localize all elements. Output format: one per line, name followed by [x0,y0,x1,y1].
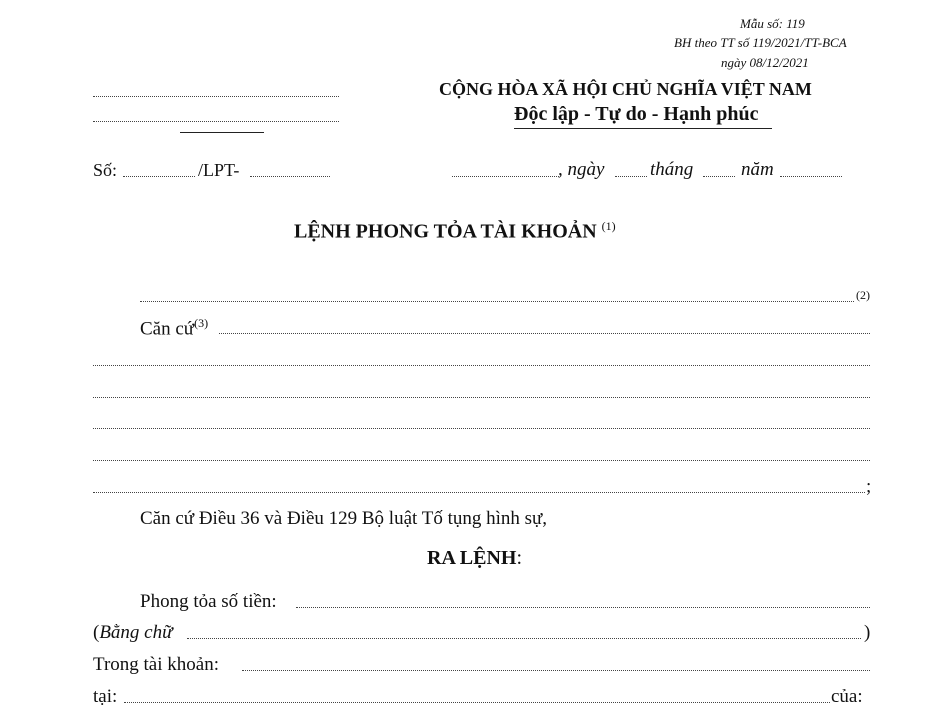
can-cu-line-2[interactable] [93,365,870,366]
can-cu-field[interactable] [219,333,870,334]
motto-underline [514,128,772,129]
nam-label: năm [741,159,774,180]
lpt-field[interactable] [250,176,330,177]
title-note: (1) [601,219,616,233]
form-number: Mẫu số: 119 [740,16,805,31]
in-words-label: (Bằng chữ [93,622,173,643]
order-heading: RA LỆNH: [427,547,523,569]
country-name: CỘNG HÒA XÃ HỘI CHỦ NGHĨA VIỆT NAM [439,79,812,99]
can-cu-line-3[interactable] [93,397,870,398]
legal-basis: Căn cứ Điều 36 và Điều 129 Bộ luật Tố tụng hình sự, [140,508,548,529]
semicolon: ; [866,476,872,497]
form-date: ngày 08/12/2021 [721,55,809,70]
form-circular: BH theo TT số 119/2021/TT-BCA [674,35,847,50]
account-field[interactable] [242,670,870,671]
can-cu-line-4[interactable] [93,428,870,429]
ngay-label: , ngày [558,159,605,180]
month-field[interactable] [703,176,735,177]
at-label: tại: [93,686,118,707]
document-title [294,219,616,244]
can-cu-line-5[interactable] [93,460,870,461]
agency-underline [180,132,264,133]
can-cu-line-6[interactable] [93,492,865,493]
agency-line-1[interactable] [93,96,339,97]
so-field[interactable] [123,176,195,177]
day-field[interactable] [615,176,647,177]
year-field[interactable] [780,176,842,177]
can-cu-label: Căn cứ$^{(3)}$ [140,316,209,340]
in-words-field[interactable] [187,638,861,639]
at-field[interactable] [124,702,830,703]
freeze-amount-field[interactable] [296,607,870,608]
lpt-label: /LPT- [198,160,240,180]
note-2: (2) [856,288,870,302]
title-text: LỆNH PHONG TỎA TÀI KHOẢN [294,220,597,243]
agency-line-2[interactable] [93,121,339,122]
in-words-close: ) [864,622,871,643]
account-label: Trong tài khoản: [93,654,219,675]
place-field[interactable] [452,176,559,177]
freeze-amount-label: Phong tỏa số tiền: [140,591,277,612]
so-label: Số: [93,160,118,180]
authority-field[interactable] [140,301,854,302]
of-label: của: [831,686,863,707]
motto: Độc lập - Tự do - Hạnh phúc [514,103,759,125]
thang-label: tháng [650,159,694,180]
